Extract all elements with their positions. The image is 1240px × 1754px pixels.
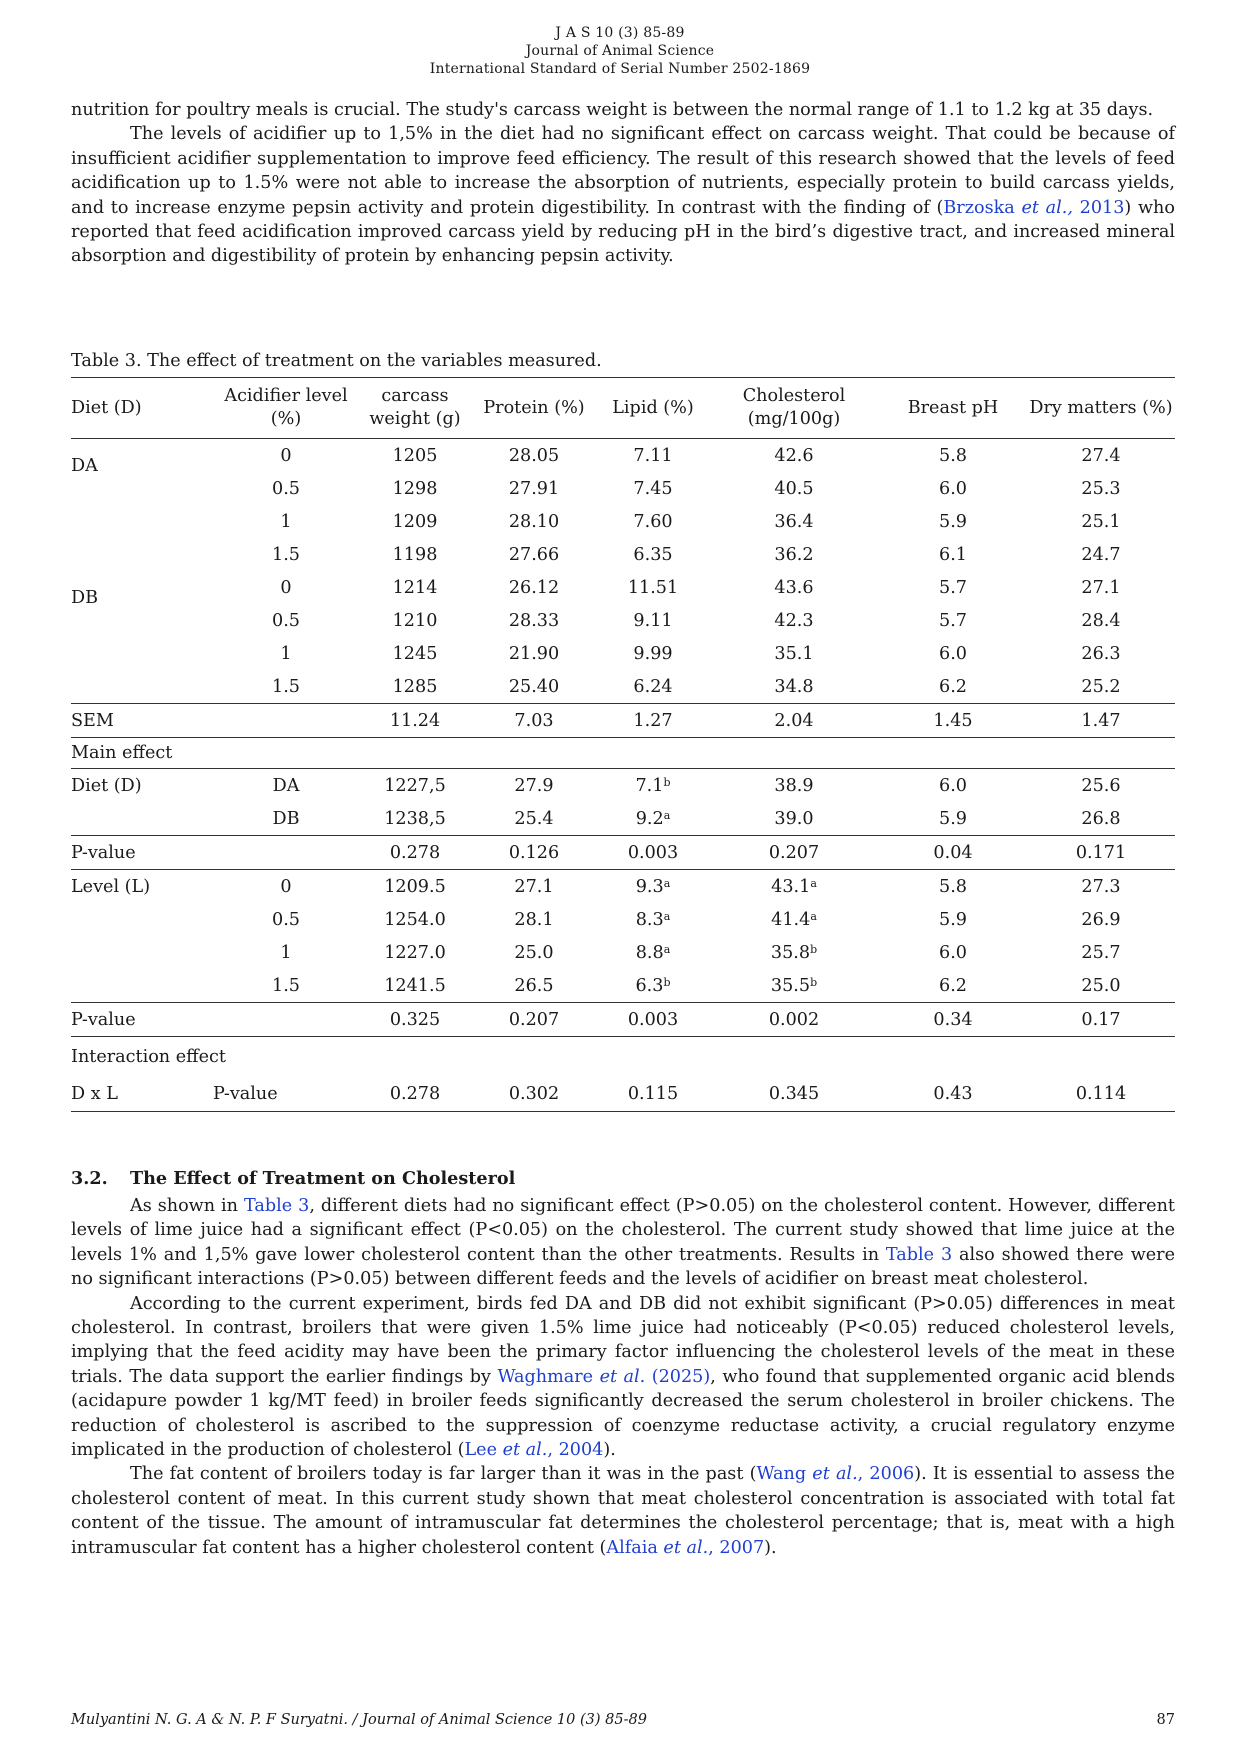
citation-link-lee[interactable] <box>465 1440 604 1460</box>
cholesterol-value: 35.8 <box>770 942 811 963</box>
dm-cell: 1.47 <box>1027 704 1175 738</box>
sem-row <box>71 704 1175 738</box>
significance-letter: b <box>663 975 671 989</box>
carcass-cell: 1285 <box>392 676 438 697</box>
interaction-pvalue-label: P-value <box>213 1077 359 1112</box>
ph-cell: 5.7 <box>939 610 967 631</box>
results-table <box>71 377 1175 1112</box>
text-span: According to the current experiment, birds fed DA and DB did not exhibit significant (P>0.05) differences in meat cholesterol. In contrast, broilers that were given 1.5% lime juice had noticeably (P<0.05) reduced cholesterol levels, implying that the feed acidity may have been the primary factor influencing the cholesterol levels of the meat in these trials. The data support the earlier findings by <box>71 1293 1175 1387</box>
lipid-value: 8.8 <box>635 942 664 963</box>
col-header-cholesterol: Cholesterol (mg/100g) <box>709 378 879 439</box>
dm-cell: 26.9 <box>1081 909 1121 930</box>
cholesterol-value: 35.5 <box>770 975 811 996</box>
cholesterol-cell: 34.8 <box>774 676 814 697</box>
section-number: 3.2. <box>71 1168 108 1189</box>
dm-cell: 28.4 <box>1081 610 1121 631</box>
text-span: As shown in <box>130 1196 244 1216</box>
cholesterol-cell <box>709 969 879 1003</box>
protein-cell: 25.0 <box>514 942 554 963</box>
sem-label: SEM <box>71 704 213 738</box>
table-row <box>71 439 1175 473</box>
dm-cell: 25.0 <box>1081 975 1121 996</box>
page-number: 87 <box>1156 1712 1175 1728</box>
carcass-cell: 1198 <box>392 544 438 565</box>
protein-cell: 26.12 <box>508 577 560 598</box>
cholesterol-cell: 2.04 <box>709 704 879 738</box>
journal-code: J A S 10 (3) 85-89 <box>555 25 685 41</box>
level-effect-label: Level (L) <box>71 870 213 904</box>
level-cell: DA <box>213 769 359 803</box>
lipid-value: 9.3 <box>635 876 664 897</box>
significance-letter: b <box>810 975 818 989</box>
significance-letter: b <box>810 942 818 956</box>
protein-cell: 7.03 <box>471 704 597 738</box>
lipid-value: 8.3 <box>635 909 664 930</box>
level-cell: 1 <box>280 511 292 532</box>
level-effect-row <box>71 870 1175 904</box>
level-cell: 1.5 <box>272 676 300 697</box>
diet-effect-row <box>71 769 1175 803</box>
ph-cell: 5.8 <box>939 445 967 466</box>
cholesterol-cell: 38.9 <box>709 769 879 803</box>
carcass-cell: 1227,5 <box>359 769 471 803</box>
section-paragraph-2 <box>71 1292 1175 1463</box>
protein-cell: 28.10 <box>508 511 560 532</box>
lipid-cell: 7.11 <box>633 445 673 466</box>
carcass-cell: 1210 <box>392 610 438 631</box>
section-body <box>71 1194 1175 1560</box>
table-caption: Table 3. The effect of treatment on the variables measured. <box>71 351 602 371</box>
citation-link-alfaia[interactable] <box>606 1538 764 1558</box>
lipid-cell: 7.60 <box>633 511 673 532</box>
col-header-diet: Diet (D) <box>71 378 213 439</box>
lipid-cell: 6.24 <box>633 676 673 697</box>
empty-cell <box>71 969 213 1003</box>
text-span: ) who reported that feed acidification improved carcass yield by reducing pH in the bird’s digestive tract, and increased mineral absorption and digestibility of protein by enhancing pepsin activity. <box>71 197 1175 267</box>
protein-cell: 27.66 <box>508 544 560 565</box>
citation-link-wang[interactable] <box>756 1464 914 1484</box>
dm-cell: 25.3 <box>1081 478 1121 499</box>
table-row <box>71 571 1175 604</box>
empty-cell <box>213 704 359 738</box>
cholesterol-cell: 35.1 <box>774 643 814 664</box>
significance-letter: a <box>810 876 817 890</box>
carcass-cell: 11.24 <box>359 704 471 738</box>
col-header-dry-matter: Dry matters (%) <box>1027 378 1175 439</box>
lipid-cell: 11.51 <box>627 577 679 598</box>
carcass-cell: 1227.0 <box>384 942 446 963</box>
level-cell: 0.5 <box>272 909 300 930</box>
carcass-cell: 0.278 <box>359 836 471 870</box>
lipid-cell: 1.27 <box>597 704 709 738</box>
empty-cell <box>213 1003 359 1037</box>
cholesterol-value: 41.4 <box>771 909 811 930</box>
col-header-ph: Breast pH <box>879 378 1027 439</box>
text-span: ). <box>764 1537 777 1558</box>
level-effect-row <box>71 903 1175 936</box>
citation-year: , 2004 <box>547 1440 604 1461</box>
level-cell: 1 <box>280 643 292 664</box>
ph-cell: 1.45 <box>879 704 1027 738</box>
interaction-effect-label: Interaction effect <box>71 1037 1175 1078</box>
main-effect-row <box>71 738 1175 769</box>
carcass-cell: 1209.5 <box>359 870 471 904</box>
page-footer <box>71 1712 1175 1728</box>
dm-cell: 0.17 <box>1027 1003 1175 1037</box>
ph-cell: 5.9 <box>939 808 967 829</box>
empty-cell <box>71 936 213 969</box>
text-span: also showed there were no significant interactions (P>0.05) between different feeds and the levels of acidifier on breast meat cholesterol. <box>71 1244 1175 1290</box>
dm-cell: 26.8 <box>1081 808 1121 829</box>
lipid-value: 9.2 <box>635 808 664 829</box>
significance-letter: a <box>663 942 671 956</box>
level-cell: 1.5 <box>272 544 300 565</box>
level-cell: 1.5 <box>272 975 300 996</box>
significance-letter: a <box>663 808 671 822</box>
pvalue-label: P-value <box>71 836 213 870</box>
cholesterol-cell: 42.3 <box>774 610 814 631</box>
carcass-cell: 1209 <box>392 511 438 532</box>
protein-cell: 27.1 <box>471 870 597 904</box>
lipid-cell <box>597 769 709 803</box>
citation-author: Alfaia <box>606 1537 664 1558</box>
cholesterol-cell: 40.5 <box>774 478 814 499</box>
protein-cell: 25.4 <box>514 808 554 829</box>
pvalue-row <box>71 836 1175 870</box>
level-cell: 0.5 <box>272 610 300 631</box>
protein-cell: 0.207 <box>471 1003 597 1037</box>
cholesterol-cell: 36.2 <box>774 544 814 565</box>
diet-cell: DA <box>71 456 98 476</box>
protein-cell: 0.126 <box>471 836 597 870</box>
text-span: The levels of acidifier up to 1,5% in the diet had no significant effect on carcass weight. That could be because of insufficient acidifier supplementation to improve feed efficiency. The result of this research showed that the levels of feed acidification up to 1.5% were not able to increase the absorption of nutrients, especially protein to build carcass yields, and to increase enzyme pepsin activity and protein digestibility. In contrast with the finding of ( <box>71 124 1175 218</box>
ph-cell: 0.43 <box>879 1077 1027 1112</box>
interaction-header-row <box>71 1037 1175 1078</box>
protein-cell: 0.302 <box>471 1077 597 1112</box>
significance-letter: b <box>663 775 671 789</box>
dm-cell: 27.4 <box>1081 445 1121 466</box>
text-span: , different diets had no significant effect (P>0.05) on the cholesterol content. However, different levels of lime juice had a significant effect (P<0.05) on the cholesterol. The current study showed that lime juice at the levels 1% and 1,5% gave lower cholesterol content than the other treatments. Results in <box>71 1196 1175 1265</box>
lipid-value: 6.3 <box>635 975 664 996</box>
citation-author: Waghmare <box>497 1366 600 1387</box>
dm-cell: 25.6 <box>1027 769 1175 803</box>
carcass-cell: 1238,5 <box>384 808 446 829</box>
protein-cell: 25.40 <box>508 676 560 697</box>
level-cell: 1 <box>280 942 292 963</box>
lipid-cell: 0.115 <box>597 1077 709 1112</box>
ph-cell: 5.9 <box>939 909 967 930</box>
table-row <box>71 538 1175 571</box>
cholesterol-cell: 39.0 <box>774 808 814 829</box>
ph-cell: 0.04 <box>879 836 1027 870</box>
dm-cell: 24.7 <box>1081 544 1121 565</box>
ph-cell: 0.34 <box>879 1003 1027 1037</box>
section-paragraph-3 <box>71 1462 1175 1560</box>
intro-text <box>71 98 1175 269</box>
cholesterol-cell <box>709 870 879 904</box>
protein-cell: 21.90 <box>508 643 560 664</box>
significance-letter: a <box>663 909 671 923</box>
table-3-link[interactable]: Table 3 <box>885 1244 953 1265</box>
ph-cell: 5.9 <box>939 511 967 532</box>
issn-line: International Standard of Serial Number 2502-1869 <box>429 61 811 77</box>
journal-header <box>0 24 1240 78</box>
carcass-cell: 1241.5 <box>384 975 446 996</box>
citation-year: , 2006 <box>857 1464 915 1485</box>
dm-cell: 27.3 <box>1027 870 1175 904</box>
citation-year: 2013 <box>1072 197 1125 218</box>
footer-citation: Mulyantini N. G. A & N. P. F Suryatni. / Journal of Animal Science 10 (3) 85-89 <box>71 1712 647 1728</box>
protein-cell: 28.05 <box>508 445 560 466</box>
citation-link-brzoska[interactable] <box>943 198 1124 218</box>
cholesterol-value: 43.1 <box>771 876 811 897</box>
carcass-cell: 1254.0 <box>384 909 446 930</box>
text-span: , who found that supplemented organic acid blends (acidapure powder 1 kg/MT feed) in broiler feeds significantly decreased the serum cholesterol in broiler chickens. The reduction of cholesterol is ascribed to the suppression of coenzyme reductase activity, a crucial regulatory enzyme implicated in the production of cholesterol ( <box>71 1366 1176 1461</box>
citation-year: (2025) <box>645 1366 711 1387</box>
dm-cell: 27.1 <box>1081 577 1121 598</box>
level-cell: 0 <box>280 577 292 598</box>
table-row <box>71 670 1175 704</box>
col-header-lipid: Lipid (%) <box>597 378 709 439</box>
ph-cell: 6.2 <box>939 975 967 996</box>
level-cell: DB <box>272 808 300 829</box>
carcass-cell: 0.278 <box>359 1077 471 1112</box>
significance-letter: a <box>663 876 671 890</box>
citation-etal: et al. <box>502 1440 548 1461</box>
protein-cell: 27.91 <box>508 478 560 499</box>
ph-cell: 6.2 <box>939 676 967 697</box>
citation-etal: et al. <box>663 1537 709 1558</box>
table-header-row <box>71 378 1175 439</box>
protein-cell: 27.9 <box>471 769 597 803</box>
section-heading <box>71 1168 1175 1189</box>
section-paragraph-1 <box>71 1194 1175 1292</box>
lipid-value: 7.1 <box>635 775 664 796</box>
col-header-protein: Protein (%) <box>471 378 597 439</box>
level-cell: 0 <box>280 445 292 466</box>
table-row <box>71 505 1175 538</box>
diet-cell: DB <box>71 588 99 608</box>
section-title: The Effect of Treatment on Cholesterol <box>130 1168 516 1189</box>
ph-cell: 6.0 <box>939 478 967 499</box>
citation-author: Lee <box>464 1440 503 1461</box>
citation-author: Wang <box>756 1464 813 1485</box>
lipid-cell: 9.99 <box>633 643 673 664</box>
lipid-cell: 9.11 <box>633 610 673 631</box>
ph-cell: 5.8 <box>879 870 1027 904</box>
cholesterol-cell: 0.345 <box>709 1077 879 1112</box>
text-span: The fat content of broilers today is far larger than it was in the past ( <box>130 1464 757 1485</box>
cholesterol-cell: 42.6 <box>774 445 814 466</box>
lipid-cell <box>597 870 709 904</box>
cholesterol-cell <box>709 903 879 936</box>
text-span: ). <box>603 1440 616 1461</box>
cholesterol-cell <box>709 936 879 969</box>
citation-etal: et al. <box>812 1464 858 1485</box>
cholesterol-cell: 0.207 <box>709 836 879 870</box>
lipid-cell: 0.003 <box>597 836 709 870</box>
pvalue-label: P-value <box>71 1003 213 1037</box>
table-row <box>71 604 1175 637</box>
citation-etal: et al. <box>599 1366 646 1387</box>
table-3-link[interactable]: Table 3 <box>243 1196 310 1216</box>
interaction-label: D x L <box>71 1077 213 1112</box>
ph-cell: 6.1 <box>939 544 967 565</box>
carcass-cell: 0.325 <box>359 1003 471 1037</box>
carcass-cell: 1245 <box>392 643 438 664</box>
empty-cell <box>71 903 213 936</box>
table-container <box>71 377 1175 1112</box>
lipid-cell <box>597 802 709 836</box>
carcass-cell: 1214 <box>392 577 438 598</box>
table-row <box>71 637 1175 670</box>
citation-author: Brzoska <box>943 197 1022 218</box>
citation-year: , 2007 <box>708 1537 765 1558</box>
text-span: ). It is essential to assess the cholesterol content of meat. In this current study shown that meat cholesterol concentration is associated with total fat content of the tissue. The amount of intramuscular fat determines the cholesterol percentage; that is, meat with a high intramuscular fat content has a higher cholesterol content ( <box>71 1464 1175 1558</box>
lipid-cell: 7.45 <box>633 478 673 499</box>
protein-cell: 26.5 <box>514 975 554 996</box>
dm-cell: 0.114 <box>1027 1077 1175 1112</box>
main-effect-label: Main effect <box>71 738 1175 769</box>
interaction-row <box>71 1077 1175 1112</box>
protein-cell: 28.1 <box>514 909 554 930</box>
dm-cell: 26.3 <box>1081 643 1121 664</box>
intro-paragraph-1: nutrition for poultry meals is crucial. The study's carcass weight is between the normal range of 1.1 to 1.2 kg at 35 days. <box>71 100 1154 120</box>
dm-cell: 25.1 <box>1081 511 1121 532</box>
carcass-cell: 1205 <box>392 445 438 466</box>
citation-link-waghmare[interactable] <box>497 1367 710 1387</box>
ph-cell: 5.7 <box>939 577 967 598</box>
table-row <box>71 472 1175 505</box>
ph-cell: 6.0 <box>939 643 967 664</box>
ph-cell: 6.0 <box>879 769 1027 803</box>
lipid-cell: 6.35 <box>633 544 673 565</box>
intro-paragraph-2 <box>71 122 1175 268</box>
pvalue-row <box>71 1003 1175 1037</box>
ph-cell: 6.0 <box>939 942 967 963</box>
cholesterol-cell: 43.6 <box>774 577 814 598</box>
empty-cell <box>213 836 359 870</box>
cholesterol-cell: 0.002 <box>709 1003 879 1037</box>
lipid-cell: 0.003 <box>597 1003 709 1037</box>
lipid-cell <box>597 969 709 1003</box>
citation-etal: et al., <box>1021 197 1073 218</box>
lipid-cell <box>597 936 709 969</box>
dm-cell: 25.7 <box>1081 942 1121 963</box>
cholesterol-cell: 36.4 <box>774 511 814 532</box>
diet-effect-row <box>71 802 1175 836</box>
col-header-level: Acidifier level (%) <box>213 378 359 439</box>
level-cell: 0 <box>213 870 359 904</box>
journal-name: Journal of Animal Science <box>525 43 715 59</box>
carcass-cell: 1298 <box>392 478 438 499</box>
significance-letter: a <box>810 909 817 923</box>
level-effect-row <box>71 969 1175 1003</box>
lipid-cell <box>597 903 709 936</box>
level-effect-row <box>71 936 1175 969</box>
level-cell: 0.5 <box>272 478 300 499</box>
dm-cell: 25.2 <box>1081 676 1121 697</box>
dm-cell: 0.171 <box>1027 836 1175 870</box>
diet-effect-label: Diet (D) <box>71 769 213 803</box>
empty-cell <box>71 802 213 836</box>
col-header-carcass: carcass weight (g) <box>359 378 471 439</box>
protein-cell: 28.33 <box>508 610 560 631</box>
